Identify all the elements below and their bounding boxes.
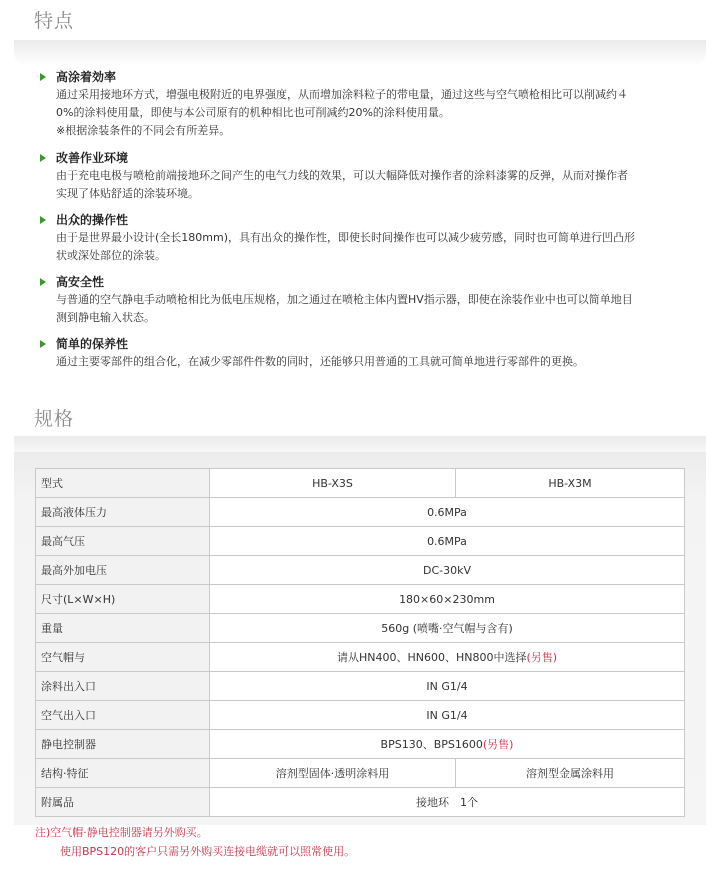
table-row xyxy=(36,585,685,614)
table-row xyxy=(36,614,685,643)
table-cell-value xyxy=(210,643,685,672)
table-cell-value: 560g (喷嘴·空气帽与含有) xyxy=(210,614,685,643)
cell-text: 请从HN400、HN600、HN800中选择 xyxy=(336,651,527,664)
feature-text-line: 状或深处部位的涂装。 xyxy=(56,249,166,262)
table-row xyxy=(36,730,685,759)
table-row-label: 空气帽与 xyxy=(36,643,210,672)
sold-separately-note: (另售) xyxy=(526,651,558,664)
feature-item xyxy=(40,150,700,203)
table-row-label: 重量 xyxy=(36,614,210,643)
feature-item xyxy=(40,274,700,327)
feature-heading: 出众的操作性 xyxy=(56,213,129,227)
table-row-label: 最高液体压力 xyxy=(36,498,210,527)
features-section-title: 特点 xyxy=(34,10,75,32)
table-row-label: 尺寸(L×W×H) xyxy=(36,585,210,614)
feature-text-line: 通过采用接地环方式，增强电极附近的电界强度，从而增加涂料粒子的带电量，通过这些与空气喷枪相比可以削减约４ xyxy=(56,88,628,101)
feature-text-line: 与普通的空气静电手动喷枪相比为低电压规格，加之通过在喷枪主体内置HV指示器，即使在涂装作业中也可以简单地目 xyxy=(56,293,633,306)
table-row-label: 最高气压 xyxy=(36,527,210,556)
table-cell-value: IN G1/4 xyxy=(210,701,685,730)
table-row xyxy=(36,672,685,701)
table-row xyxy=(36,643,685,672)
feature-heading: 高安全性 xyxy=(56,275,105,289)
table-cell-value: 180×60×230mm xyxy=(210,585,685,614)
bullet-triangle-icon xyxy=(40,73,46,81)
table-row xyxy=(36,498,685,527)
spec-section-title: 规格 xyxy=(34,408,75,430)
feature-item xyxy=(40,212,700,265)
bullet-triangle-icon xyxy=(40,278,46,286)
table-cell-value: 溶剂型金属涂料用 xyxy=(456,759,685,788)
table-row-label: 结构·特征 xyxy=(36,759,210,788)
table-row xyxy=(36,556,685,585)
feature-text-line: ※根据涂装条件的不同会有所差异。 xyxy=(56,124,231,137)
table-row-label: 空气出入口 xyxy=(36,701,210,730)
table-cell-value: 0.6MPa xyxy=(210,498,685,527)
table-row-label: 最高外加电压 xyxy=(36,556,210,585)
table-row xyxy=(36,759,685,788)
feature-item xyxy=(40,336,700,371)
table-cell-value xyxy=(210,730,685,759)
model-name-cell: HB-X3M xyxy=(456,469,685,498)
bullet-triangle-icon xyxy=(40,340,46,348)
feature-text-line: 0%的涂料使用量，即使与本公司原有的机种相比也可削减约20%的涂料使用量。 xyxy=(56,106,450,119)
footnote: 注)空气帽·静电控制器请另外购买。 xyxy=(35,826,208,839)
footnote: 使用BPS120的客户只需另外购买连接电缆就可以照常使用。 xyxy=(60,845,356,858)
table-cell-value: 0.6MPa xyxy=(210,527,685,556)
model-name-cell: HB-X3S xyxy=(210,469,456,498)
table-cell-value: 溶剂型固体·透明涂料用 xyxy=(210,759,456,788)
bullet-triangle-icon xyxy=(40,154,46,162)
feature-text-line: 实现了体贴舒适的涂装环境。 xyxy=(56,187,199,200)
feature-heading: 高涂着効率 xyxy=(56,70,117,84)
cell-text: BPS130、BPS1600 xyxy=(380,738,483,751)
table-cell-value: DC-30kV xyxy=(210,556,685,585)
table-row xyxy=(36,788,685,817)
feature-item xyxy=(40,69,700,140)
table-cell-value: 接地环 1个 xyxy=(210,788,685,817)
table-row-label: 附属品 xyxy=(36,788,210,817)
feature-text-line: 通过主要零部件的组合化，在减少零部件件数的同时，还能够只用普通的工具就可简单地进行零部件的更换。 xyxy=(56,355,584,368)
table-cell-value: IN G1/4 xyxy=(210,672,685,701)
bullet-triangle-icon xyxy=(40,216,46,224)
feature-text-line: 测到静电输入状态。 xyxy=(56,311,155,324)
feature-text-line: 由于充电电极与喷枪前端接地环之间产生的电气力线的效果，可以大幅降低对操作者的涂料漆雾的反弹，从而对操作者 xyxy=(56,169,628,182)
table-row-label: 静电控制器 xyxy=(36,730,210,759)
spec-table xyxy=(35,468,685,817)
table-row-label: 型式 xyxy=(36,469,210,498)
table-row xyxy=(36,701,685,730)
table-row xyxy=(36,469,685,498)
feature-heading: 简单的保养性 xyxy=(56,337,129,351)
features-title-bar xyxy=(14,40,706,66)
sold-separately-note: (另售) xyxy=(482,738,514,751)
table-row xyxy=(36,527,685,556)
feature-heading: 改善作业环境 xyxy=(56,151,129,165)
table-row-label: 涂料出入口 xyxy=(36,672,210,701)
feature-text-line: 由于是世界最小设计(全长180mm)，具有出众的操作性，即使长时间操作也可以减少疲劳感，同时也可简单进行凹凸形 xyxy=(56,231,636,244)
